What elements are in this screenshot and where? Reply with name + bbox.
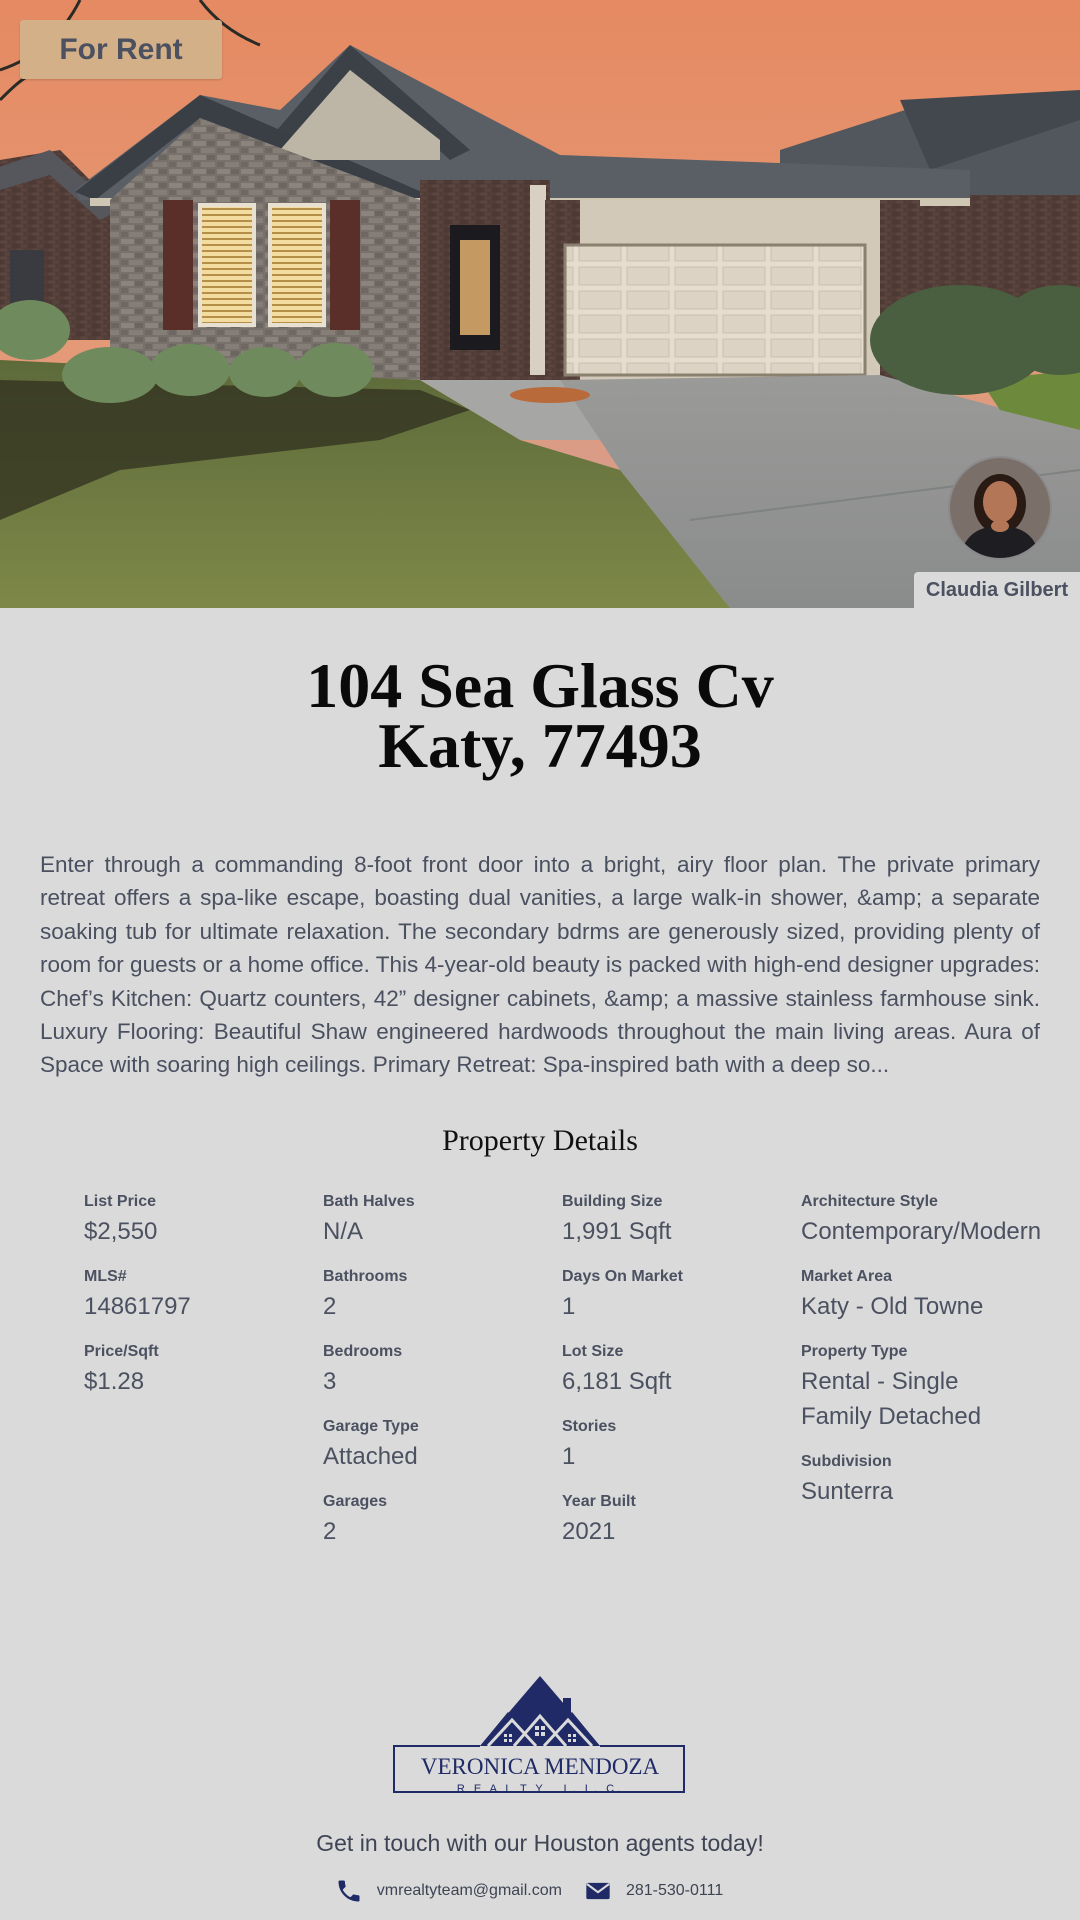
detail-value: Contemporary/Modern <box>801 1218 1042 1245</box>
detail-value: 1,991 Sqft <box>562 1218 672 1245</box>
detail-value: $2,550 <box>84 1218 158 1245</box>
phone-icon[interactable] <box>335 1877 363 1905</box>
details-column <box>84 1192 324 1417</box>
detail-building-size <box>562 1192 802 1267</box>
detail-property-type <box>801 1342 1051 1452</box>
details-column <box>562 1192 802 1567</box>
agent-avatar[interactable] <box>948 456 1052 560</box>
detail-garage-type <box>323 1417 563 1492</box>
detail-label: Property Type <box>801 1343 908 1360</box>
contact-tagline: Get in touch with our Houston agents today! <box>316 1830 764 1856</box>
detail-value: 2021 <box>562 1518 616 1545</box>
property-address <box>0 650 1080 781</box>
detail-label: List Price <box>84 1193 157 1210</box>
detail-bedrooms <box>323 1342 563 1417</box>
house-logo-icon <box>392 1676 688 1800</box>
contact-phone[interactable]: 281-530-0111 <box>625 1882 724 1899</box>
details-title: Property Details <box>442 1124 638 1157</box>
detail-garages <box>323 1492 563 1567</box>
detail-label: Bedrooms <box>323 1343 403 1360</box>
detail-price-per-sqft <box>84 1342 324 1417</box>
detail-market-area <box>801 1267 1051 1342</box>
detail-value: Sunterra <box>801 1478 894 1505</box>
detail-value: $1.28 <box>84 1368 145 1395</box>
detail-architecture-style <box>801 1192 1051 1267</box>
detail-label: MLS# <box>84 1268 127 1285</box>
logo-subtitle: R E A L T Y L. L. C. <box>456 1783 624 1795</box>
detail-value: N/A <box>323 1218 364 1245</box>
detail-value: Attached <box>323 1443 418 1470</box>
brokerage-logo[interactable] <box>392 1676 688 1800</box>
detail-value: Rental - Single Family Detached <box>801 1368 982 1430</box>
detail-value: 1 <box>562 1443 576 1470</box>
contact-email[interactable]: vmrealtyteam@gmail.com <box>376 1882 562 1899</box>
detail-label: Lot Size <box>562 1343 624 1360</box>
detail-label: Garages <box>323 1493 388 1510</box>
detail-label: Architecture Style <box>801 1193 938 1210</box>
envelope-icon[interactable] <box>584 1877 612 1905</box>
detail-value: 2 <box>323 1518 337 1545</box>
detail-value: 3 <box>323 1368 337 1395</box>
detail-subdivision <box>801 1452 1051 1527</box>
address-line-2: Katy, 77493 <box>378 710 702 781</box>
detail-label: Days On Market <box>562 1268 683 1285</box>
detail-mls <box>84 1267 324 1342</box>
detail-lot-size <box>562 1342 802 1417</box>
detail-label: Market Area <box>801 1268 893 1285</box>
detail-value: 1 <box>562 1293 576 1320</box>
detail-label: Year Built <box>562 1493 636 1510</box>
detail-list-price <box>84 1192 324 1267</box>
detail-label: Subdivision <box>801 1453 892 1470</box>
detail-bathrooms <box>323 1267 563 1342</box>
logo-name: VERONICA MENDOZA <box>420 1754 660 1779</box>
detail-stories <box>562 1417 802 1492</box>
detail-label: Garage Type <box>323 1418 419 1435</box>
detail-value: Katy - Old Towne <box>801 1293 984 1320</box>
detail-year-built <box>562 1492 802 1567</box>
agent-name: Claudia Gilbert <box>914 572 1080 608</box>
for-rent-badge: For Rent <box>20 20 222 79</box>
detail-label: Price/Sqft <box>84 1343 159 1360</box>
detail-bath-halves <box>323 1192 563 1267</box>
contact-row <box>0 1876 1080 1906</box>
detail-value: 6,181 Sqft <box>562 1368 672 1395</box>
agent-portrait <box>950 458 1050 558</box>
house-photo <box>0 0 1080 608</box>
address-line-1: 104 Sea Glass Cv <box>306 650 774 721</box>
details-column <box>801 1192 1051 1527</box>
detail-label: Building Size <box>562 1193 663 1210</box>
detail-label: Bathrooms <box>323 1268 408 1285</box>
hero-photo <box>0 0 1080 608</box>
property-details-grid <box>0 1192 1080 1572</box>
detail-days-on-market <box>562 1267 802 1342</box>
detail-label: Bath Halves <box>323 1193 415 1210</box>
property-description: Enter through a commanding 8-foot front door into a bright, airy floor plan. The private primary retreat offers a spa-like escape, boasting dual vanities, a large walk-in shower, &amp; a separate soaking tub for ultimate relaxation. The secondary bdrms are generously sized, providing plenty of room for guests or a home office. This 4-year-old beauty is packed with high-end designer upgrades: Chef’s Kitchen: Quartz counters, 42” designer cabinets, &amp; a massive stainless farmhouse sink. Luxury Flooring: Beautiful Shaw engineered hardwoods throughout the main living areas. Aura of Space with soaring high ceilings. Primary Retreat: Spa-inspired bath with a deep so... <box>40 852 1040 1078</box>
detail-value: 14861797 <box>84 1293 191 1320</box>
details-column <box>323 1192 563 1567</box>
detail-value: 2 <box>323 1293 337 1320</box>
detail-label: Stories <box>562 1418 617 1435</box>
